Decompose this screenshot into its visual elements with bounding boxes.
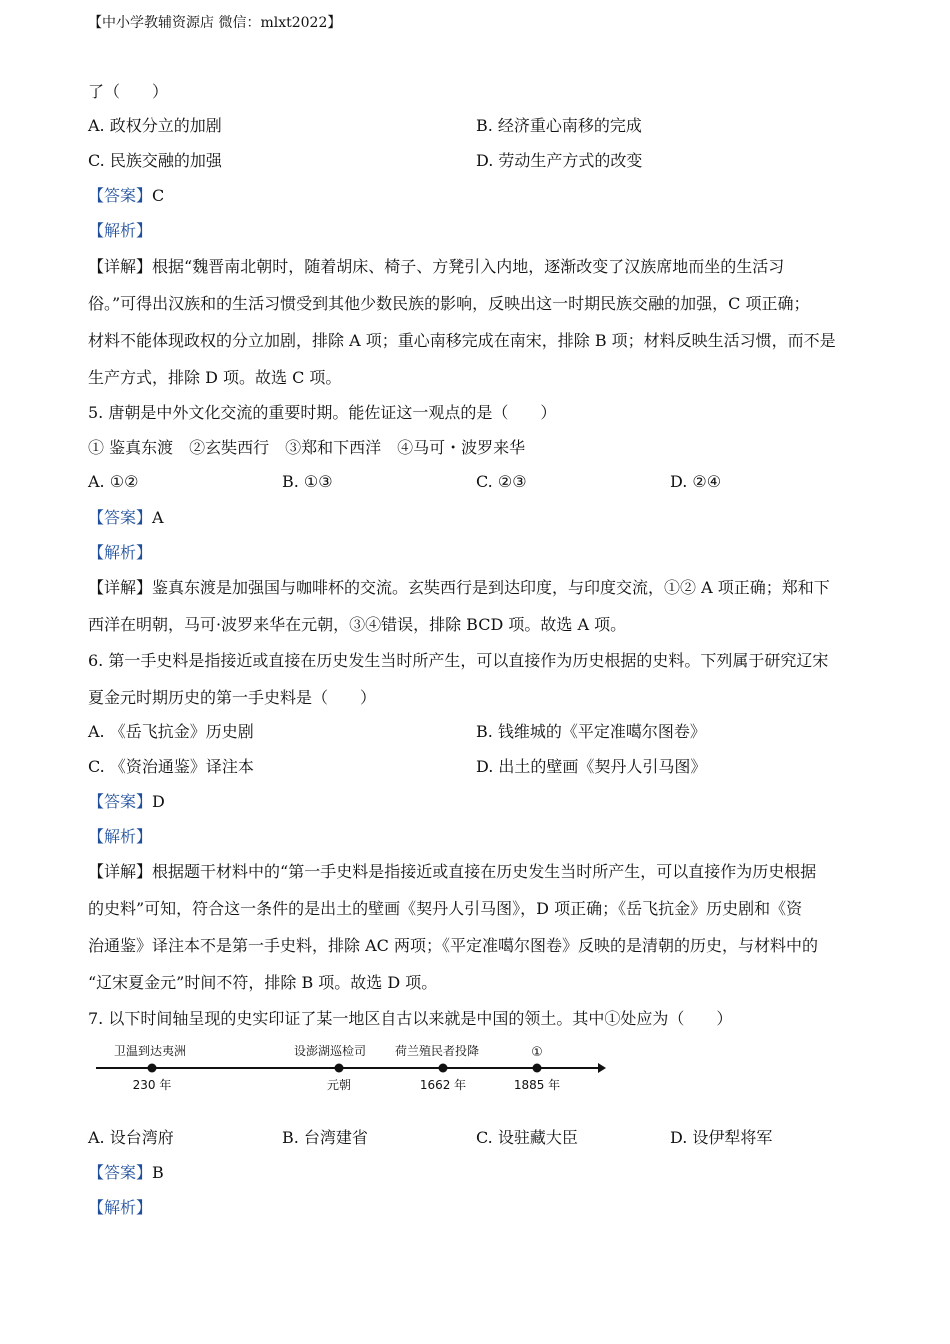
answer-value: D	[152, 792, 165, 811]
page-header: 【中小学教辅资源店 微信：mlxt2022】	[88, 15, 342, 31]
q7-timeline	[90, 1040, 610, 1100]
q4-answer	[88, 186, 164, 206]
timeline-event: ①	[531, 1045, 543, 1060]
q5-detail-line: 西洋在明朝，马可·波罗来华在元朝，③④错误，排除 BCD 项。故选 A 项。	[88, 615, 627, 634]
q5-option-c: C. ②③	[476, 472, 527, 491]
q5-option-d: D. ②④	[670, 472, 722, 491]
q6-detail-line: 治通鉴》译注本不是第一手史料，排除 AC 两项；《平定准噶尔图卷》反映的是清朝的历史，与材料中的	[88, 936, 818, 955]
answer-label: 【答案】	[88, 792, 153, 811]
q4-detail-line: 材料不能体现政权的分立加剧，排除 A 项；重心南移完成在南宋，排除 B 项；材料反映生活习惯，而不是	[88, 331, 836, 350]
q7-option-b: B. 台湾建省	[282, 1128, 368, 1147]
q6-detail-line	[88, 862, 816, 882]
q6-option-c: C. 《资治通鉴》译注本	[88, 757, 254, 776]
q4-option-c: C. 民族交融的加强	[88, 151, 222, 170]
q7-option-a: A. 设台湾府	[88, 1128, 174, 1147]
answer-label: 【答案】	[88, 508, 153, 527]
q5-stem: 5. 唐朝是中外文化交流的重要时期。能佐证这一观点的是（ ）	[88, 403, 557, 422]
detail-text: 根据“魏晋南北朝时，随着胡床、椅子、方凳引入内地，逐渐改变了汉族席地而坐的生活习	[152, 257, 785, 276]
q4-analysis-label: 【解析】	[88, 221, 153, 240]
q7-option-d: D. 设伊犁将军	[670, 1128, 773, 1147]
timeline-event: 设澎湖巡检司	[294, 1044, 367, 1058]
detail-label: 【详解】	[88, 862, 153, 881]
q4-option-a: A. 政权分立的加剧	[88, 116, 222, 135]
q6-option-b: B. 钱维城的《平定准噶尔图卷》	[476, 722, 706, 741]
timeline-point	[439, 1064, 448, 1073]
detail-text: 根据题干材料中的“第一手史料是指接近或直接在历史发生当时所产生，可以直接作为历史根据	[152, 862, 817, 881]
q4-stem-tail: 了（ ）	[88, 82, 169, 101]
q7-stem: 7. 以下时间轴呈现的史实印证了某一地区自古以来就是中国的领土。其中①处应为（ ）	[88, 1009, 733, 1028]
q7-option-c: C. 设驻藏大臣	[476, 1128, 578, 1147]
timeline-event: 荷兰殖民者投降	[395, 1044, 480, 1058]
q6-analysis-label: 【解析】	[88, 827, 153, 846]
q6-detail-line: “辽宋夏金元”时间不符，排除 B 项。故选 D 项。	[88, 973, 438, 992]
q6-answer	[88, 792, 165, 812]
q4-detail-line	[88, 257, 784, 277]
detail-label: 【详解】	[88, 578, 153, 597]
q5-answer	[88, 508, 164, 528]
q5-option-b: B. ①③	[282, 472, 333, 491]
q6-detail-line: 的史料”可知，符合这一条件的是出土的壁画《契丹人引马图》，D 项正确；《岳飞抗金》历史剧和《资	[88, 899, 803, 918]
answer-value: B	[152, 1163, 164, 1182]
timeline-date: 230 年	[132, 1078, 172, 1092]
q5-analysis-label: 【解析】	[88, 543, 153, 562]
timeline-date: 1885 年	[513, 1078, 561, 1092]
q5-items: ① 鉴真东渡 ②玄奘西行 ③郑和下西洋 ④马可・波罗来华	[88, 438, 526, 457]
timeline-date: 元朝	[326, 1078, 352, 1092]
answer-value: C	[152, 186, 165, 205]
answer-label: 【答案】	[88, 186, 153, 205]
q6-stem: 夏金元时期历史的第一手史料是（ ）	[88, 688, 377, 707]
q6-option-a: A. 《岳飞抗金》历史剧	[88, 722, 254, 741]
timeline-date: 1662 年	[419, 1078, 467, 1092]
timeline-point	[148, 1064, 157, 1073]
q5-option-a: A. ①②	[88, 472, 139, 491]
q7-analysis-label: 【解析】	[88, 1198, 153, 1217]
q4-option-d: D. 劳动生产方式的改变	[476, 151, 643, 170]
answer-value: A	[152, 508, 164, 527]
timeline-point	[335, 1064, 344, 1073]
answer-label: 【答案】	[88, 1163, 153, 1182]
q6-stem: 6. 第一手史料是指接近或直接在历史发生当时所产生，可以直接作为历史根据的史料。下列属于研究辽宋	[88, 651, 829, 670]
timeline-arrow-icon	[598, 1063, 606, 1073]
q6-option-d: D. 出土的壁画《契丹人引马图》	[476, 757, 707, 776]
timeline-point	[533, 1064, 542, 1073]
q7-answer	[88, 1163, 164, 1183]
q4-detail-line: 俗。”可得出汉族和的生活习惯受到其他少数民族的影响，反映出这一时期民族交融的加强，C 项正确；	[88, 294, 810, 313]
detail-label: 【详解】	[88, 257, 153, 276]
detail-text: 鉴真东渡是加强国与咖啡杯的交流。玄奘西行是到达印度，与印度交流，①② A 项正确；郑和下	[152, 578, 830, 597]
q4-detail-line: 生产方式，排除 D 项。故选 C 项。	[88, 368, 342, 387]
q5-detail-line	[88, 578, 830, 598]
timeline-event: 卫温到达夷洲	[114, 1044, 187, 1058]
q4-option-b: B. 经济重心南移的完成	[476, 116, 642, 135]
